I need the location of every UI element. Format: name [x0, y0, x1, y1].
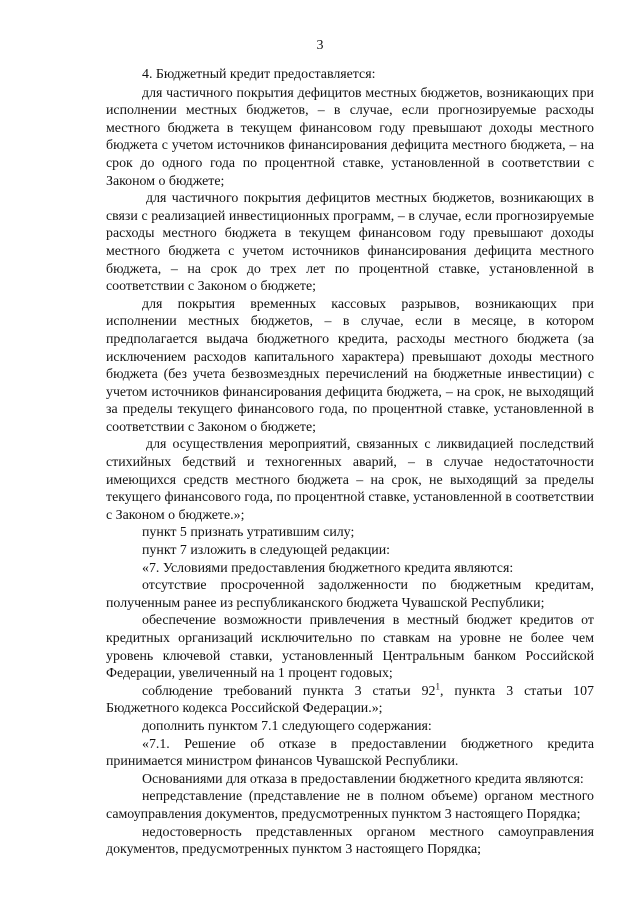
paragraph-disaster-relief: для осуществления мероприятий, связанных с ликвидацией последствий стихийных бедствий и техногенных аварий, – в случае недостаточности имеющихся средств местного бюджета – на срок, не выходящий за пределы текущего финансового года, по процентной ставке, установленной в соответствии с Законом о бюджете.»;: [106, 437, 594, 523]
article-superscript: 1: [435, 681, 440, 692]
budget-code-text-before: соблюдение требований пункта 3 статьи 92: [142, 683, 436, 699]
paragraph-refusal-grounds: Основаниями для отказа в предоставлении бюджетного кредита являются:: [142, 771, 584, 787]
paragraph-item-7-1-decision: «7.1. Решение об отказе в предоставлении бюджетного кредита принимается министром финансов Чувашской Республики.: [106, 736, 594, 770]
paragraph-cash-gaps: для покрытия временных кассовых разрывов, возникающих при исполнении местных бюджетов, – в случае, если в месяце, в котором предполагается выдача бюджетного кредита, расходы местного бюджета (за исключением расходов капитального характера) превышают доходы местного бюджета (без учета безвозмездных перечислений на бюджетные инвестиции) с учетом источников финансирования дефицита бюджета, – на срок, не выходящий за пределы текущего финансового года, по процентной ставке, установленной в соответствии с Законом о бюджете;: [106, 296, 594, 435]
paragraph-unreliable-documents: недостоверность представленных органом местного самоуправления документов, предусмотренных пунктом 3 настоящего Порядка;: [106, 824, 594, 858]
paragraph-investment-programs: для частичного покрытия дефицитов местных бюджетов, возникающих в связи с реализацией инвестиционных программ, – в случае, если прогнозируемые расходы местного бюджета в текущем финансовом году превышают доходы местного бюджета с учетом источников финансирования дефицита местного бюджета, – на срок до трех лет по процентной ставке, установленной в соответствии с Законом о бюджете;: [106, 191, 594, 295]
paragraph-item-7-heading: «7. Условиями предоставления бюджетного кредита являются:: [142, 560, 514, 576]
document-body: [106, 66, 594, 859]
paragraph-missing-documents: непредставление (представление не в полном объеме) органом местного самоуправления документов, предусмотренных пунктом 3 настоящего Порядка;: [106, 789, 594, 822]
paragraph-add-item-7-1: дополнить пунктом 7.1 следующего содержания:: [142, 718, 432, 734]
paragraph-item-7-intro: пункт 7 изложить в следующей редакции:: [142, 543, 391, 559]
paragraph-credit-rate-limit: обеспечение возможности привлечения в местный бюджет кредитов от кредитных организаций исключительно по ставкам на уровне не более чем уровень ключевой ставки, установленный Центральным банком Российской Федерации, увеличенный на 1 процент годовых;: [106, 613, 594, 682]
budget-code-text-after: , пункта 3 статьи 107 Бюджетного кодекса Российской Федерации.»;: [106, 683, 594, 717]
paragraph-section-4-heading: 4. Бюджетный кредит предоставляется:: [142, 67, 376, 82]
paragraph-deficit-coverage: для частичного покрытия дефицитов местных бюджетов, возникающих при исполнении местных бюджетов, – в случае, если прогнозируемые расходы местного бюджета в текущем финансовом году превышают доходы местного бюджета с учетом источников финансирования дефицита местного бюджета, – на срок до одного года по процентной ставке, установленной в соответствии с Законом о бюджете;: [106, 85, 594, 189]
paragraph-no-overdue-debt: отсутствие просроченной задолженности по бюджетным кредитам, полученным ранее из республиканского бюджета Чувашской Республики;: [106, 578, 594, 611]
paragraph-item-5-repealed: пункт 5 признать утратившим силу;: [142, 525, 355, 541]
paragraph-budget-code-compliance: [106, 683, 594, 718]
page-number: 3: [316, 38, 324, 53]
